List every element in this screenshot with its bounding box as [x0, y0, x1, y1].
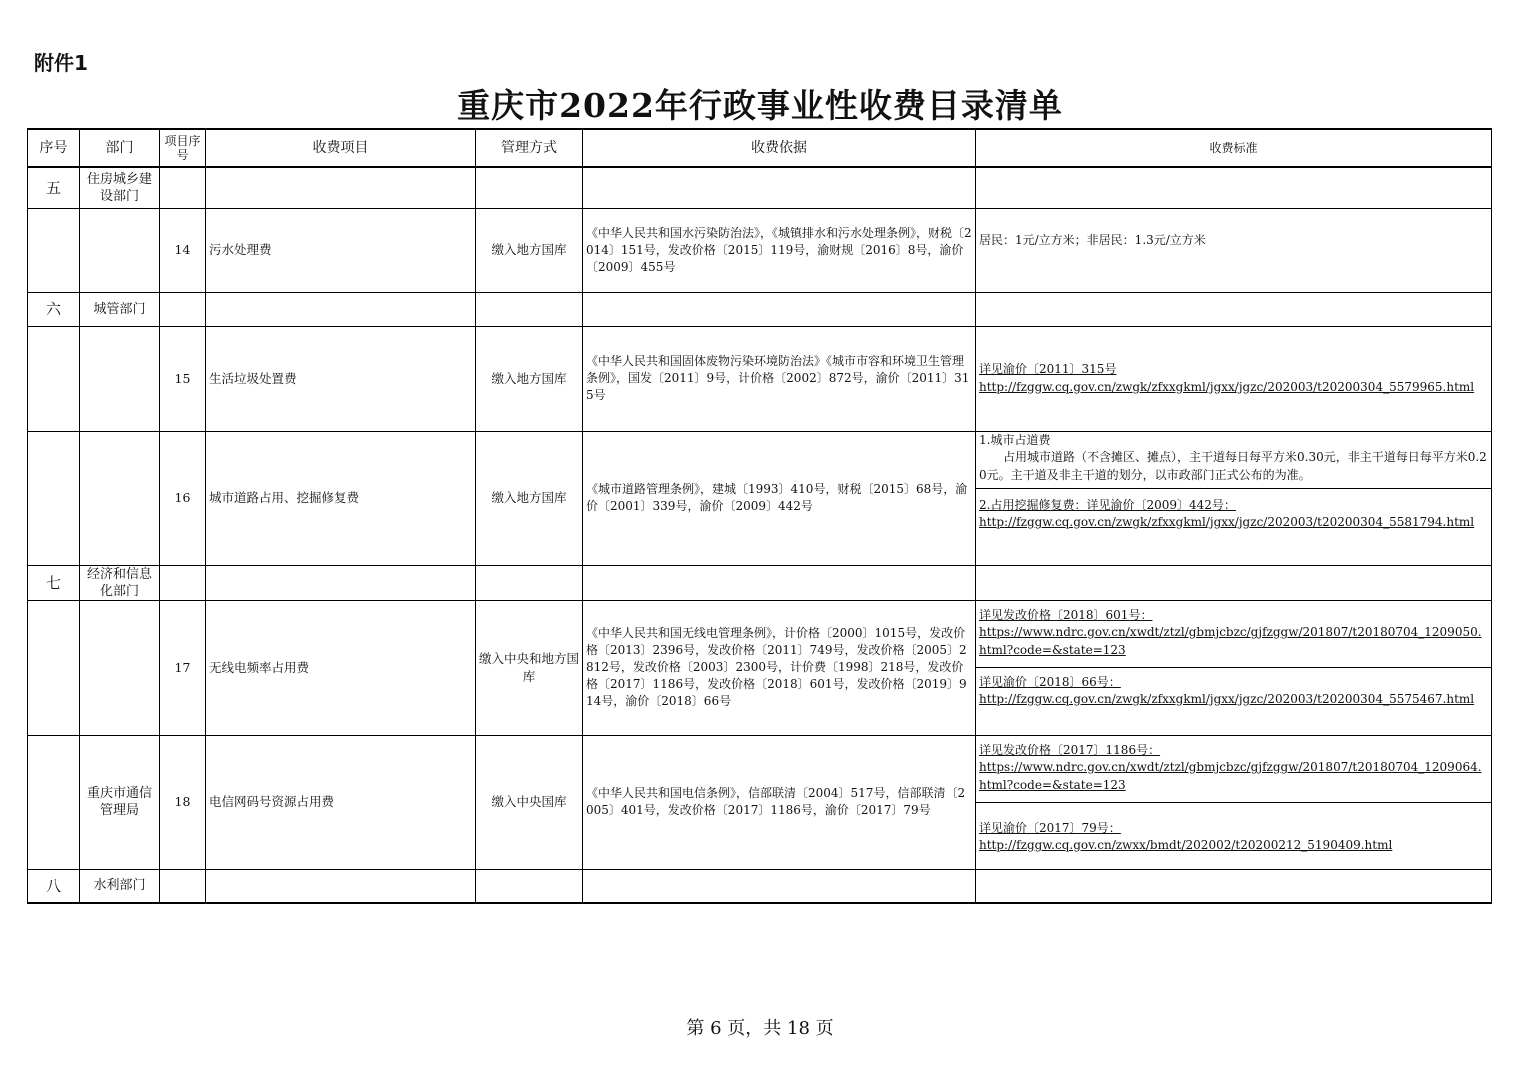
empty-cell — [28, 326, 80, 431]
empty-cell — [28, 208, 80, 292]
empty-cell — [583, 565, 976, 600]
empty-cell — [80, 431, 160, 565]
standard-reference-link[interactable]: 详见渝价〔2011〕315号 — [979, 362, 1117, 376]
section-seq: 六 — [28, 292, 80, 326]
standard-part-b — [976, 488, 1491, 565]
header-seq: 序号 — [28, 129, 80, 167]
empty-cell — [206, 167, 476, 208]
header-dept: 部门 — [80, 129, 160, 167]
fee-basis: 《中华人民共和国无线电管理条例》，计价格〔2000〕1015号，发改价格〔2013〕2396号，发改价格〔2011〕749号，发改价格〔2005〕2812号，发改价格〔2003〕2300号，计价费〔1998〕218号，发改价格〔2017〕1186号，发改价格〔2018〕601号，发改价格〔2019〕914号，渝价〔2018〕66号 — [583, 600, 976, 735]
standard-part-b — [976, 667, 1491, 735]
table-row — [28, 326, 1492, 431]
empty-cell — [160, 167, 206, 208]
page-indicator: 第 6 页，共 18 页 — [686, 1018, 834, 1039]
page-title: 重庆市2022年行政事业性收费目录清单 — [457, 86, 1063, 125]
header-std: 收费标准 — [976, 129, 1492, 167]
empty-cell — [80, 326, 160, 431]
fee-standard — [976, 208, 1492, 292]
fee-basis: 《中华人民共和国水污染防治法》，《城镇排水和污水处理条例》，财税〔2014〕151号，发改价格〔2015〕119号，渝财规〔2016〕8号，渝价〔2009〕455号 — [583, 208, 976, 292]
management-mode: 缴入地方国库 — [476, 208, 583, 292]
empty-cell — [80, 600, 160, 735]
fee-item: 无线电频率占用费 — [206, 600, 476, 735]
empty-cell — [28, 735, 80, 869]
header-basis: 收费依据 — [583, 129, 976, 167]
empty-cell — [476, 167, 583, 208]
standard-url-link[interactable]: http://fzggw.cq.gov.cn/zwgk/zfxxgkml/jgxx/jgzc/202003/t20200304_5581794.html — [979, 515, 1475, 529]
management-mode: 缴入地方国库 — [476, 326, 583, 431]
item-number: 14 — [160, 208, 206, 292]
fee-standard — [976, 431, 1492, 565]
empty-cell — [28, 431, 80, 565]
empty-cell — [476, 565, 583, 600]
fee-standard — [976, 326, 1492, 431]
section-row — [28, 167, 1492, 208]
empty-cell — [976, 869, 1492, 903]
standard-part-a — [976, 736, 1491, 802]
table-row — [28, 208, 1492, 292]
empty-cell — [206, 292, 476, 326]
standard-part-a — [976, 432, 1491, 488]
fee-item: 城市道路占用、挖掘修复费 — [206, 431, 476, 565]
fee-basis: 《中华人民共和国电信条例》，信部联清〔2004〕517号，信部联清〔2005〕401号，发改价格〔2017〕1186号，渝价〔2017〕79号 — [583, 735, 976, 869]
header-item-seq: 项目序号 — [160, 129, 206, 167]
empty-cell — [476, 292, 583, 326]
empty-cell — [976, 292, 1492, 326]
fee-standard — [976, 600, 1492, 735]
standard-reference-link[interactable]: 详见渝价〔2018〕66号： — [979, 674, 1121, 689]
table-header-row — [28, 129, 1492, 167]
fee-item: 电信网码号资源占用费 — [206, 735, 476, 869]
empty-cell — [583, 167, 976, 208]
section-dept: 住房城乡建设部门 — [80, 167, 160, 208]
item-number: 16 — [160, 431, 206, 565]
standard-url-link[interactable]: http://fzggw.cq.gov.cn/zwgk/zfxxgkml/jgxx/jgzc/202003/t20200304_5579965.html — [979, 379, 1475, 394]
empty-cell — [976, 167, 1492, 208]
section-row — [28, 869, 1492, 903]
empty-cell — [206, 565, 476, 600]
fee-standard — [976, 735, 1492, 869]
standard-reference-link[interactable]: 详见渝价〔2017〕79号： — [979, 820, 1121, 835]
standard-part-b — [976, 802, 1491, 869]
empty-cell — [28, 600, 80, 735]
fee-standard-text: 居民：1元/立方米；非居民：1.3元/立方米 — [979, 233, 1206, 248]
empty-cell — [583, 292, 976, 326]
section-dept: 经济和信息化部门 — [80, 565, 160, 600]
standard-part-a-title: 1.城市占道费 — [979, 432, 1051, 447]
item-number: 17 — [160, 600, 206, 735]
management-mode: 缴入地方国库 — [476, 431, 583, 565]
row-dept: 重庆市通信管理局 — [80, 735, 160, 869]
section-row — [28, 292, 1492, 326]
table-row — [28, 431, 1492, 565]
fee-basis: 《中华人民共和国固体废物污染环境防治法》《城市市容和环境卫生管理条例》，国发〔2011〕9号，计价格〔2002〕872号，渝价〔2011〕315号 — [583, 326, 976, 431]
standard-url-link[interactable]: https://www.ndrc.gov.cn/xwdt/ztzl/gbmjcbzc/gjfzggw/201807/t20180704_1209064.html?code=&state=123 — [979, 760, 1482, 792]
empty-cell — [80, 208, 160, 292]
section-row — [28, 565, 1492, 600]
empty-cell — [160, 292, 206, 326]
item-number: 18 — [160, 735, 206, 869]
section-dept: 水利部门 — [80, 869, 160, 903]
management-mode: 缴入中央和地方国库 — [476, 600, 583, 735]
table-row — [28, 600, 1492, 735]
item-number: 15 — [160, 326, 206, 431]
fee-basis: 《城市道路管理条例》，建城〔1993〕410号，财税〔2015〕68号，渝价〔2001〕339号，渝价〔2009〕442号 — [583, 431, 976, 565]
section-seq: 七 — [28, 565, 80, 600]
standard-url-link[interactable]: http://fzggw.cq.gov.cn/zwgk/zfxxgkml/jgxx/jgzc/202003/t20200304_5575467.html — [979, 692, 1475, 706]
table-row — [28, 735, 1492, 869]
fee-item: 污水处理费 — [206, 208, 476, 292]
empty-cell — [160, 565, 206, 600]
empty-cell — [583, 869, 976, 903]
section-dept: 城管部门 — [80, 292, 160, 326]
fee-item: 生活垃圾处置费 — [206, 326, 476, 431]
empty-cell — [160, 869, 206, 903]
standard-part-a — [976, 601, 1491, 667]
section-seq: 五 — [28, 167, 80, 208]
empty-cell — [206, 869, 476, 903]
standard-reference-link[interactable]: 详见发改价格〔2018〕601号： — [979, 607, 1153, 622]
standard-part-a-body: 占用城市道路（不含摊区、摊点），主干道每日每平方米0.30元，非主干道每日每平方米0.20元。主干道及非主干道的划分，以市政部门正式公布的为准。 — [979, 450, 1487, 482]
header-mgmt: 管理方式 — [476, 129, 583, 167]
management-mode: 缴入中央国库 — [476, 735, 583, 869]
standard-url-link[interactable]: http://fzggw.cq.gov.cn/zwxx/bmdt/202002/t20200212_5190409.html — [979, 838, 1393, 852]
empty-cell — [976, 565, 1492, 600]
standard-reference-link[interactable]: 详见发改价格〔2017〕1186号： — [979, 742, 1161, 757]
header-item: 收费项目 — [206, 129, 476, 167]
fee-catalog-table — [27, 128, 1492, 904]
empty-cell — [476, 869, 583, 903]
attachment-label: 附件1 — [34, 51, 88, 75]
standard-url-link[interactable]: https://www.ndrc.gov.cn/xwdt/ztzl/gbmjcbzc/gjfzggw/201807/t20180704_1209050.html?code=&state=123 — [979, 625, 1482, 657]
standard-reference-link[interactable]: 2.占用挖掘修复费：详见渝价〔2009〕442号： — [979, 497, 1236, 512]
section-seq: 八 — [28, 869, 80, 903]
